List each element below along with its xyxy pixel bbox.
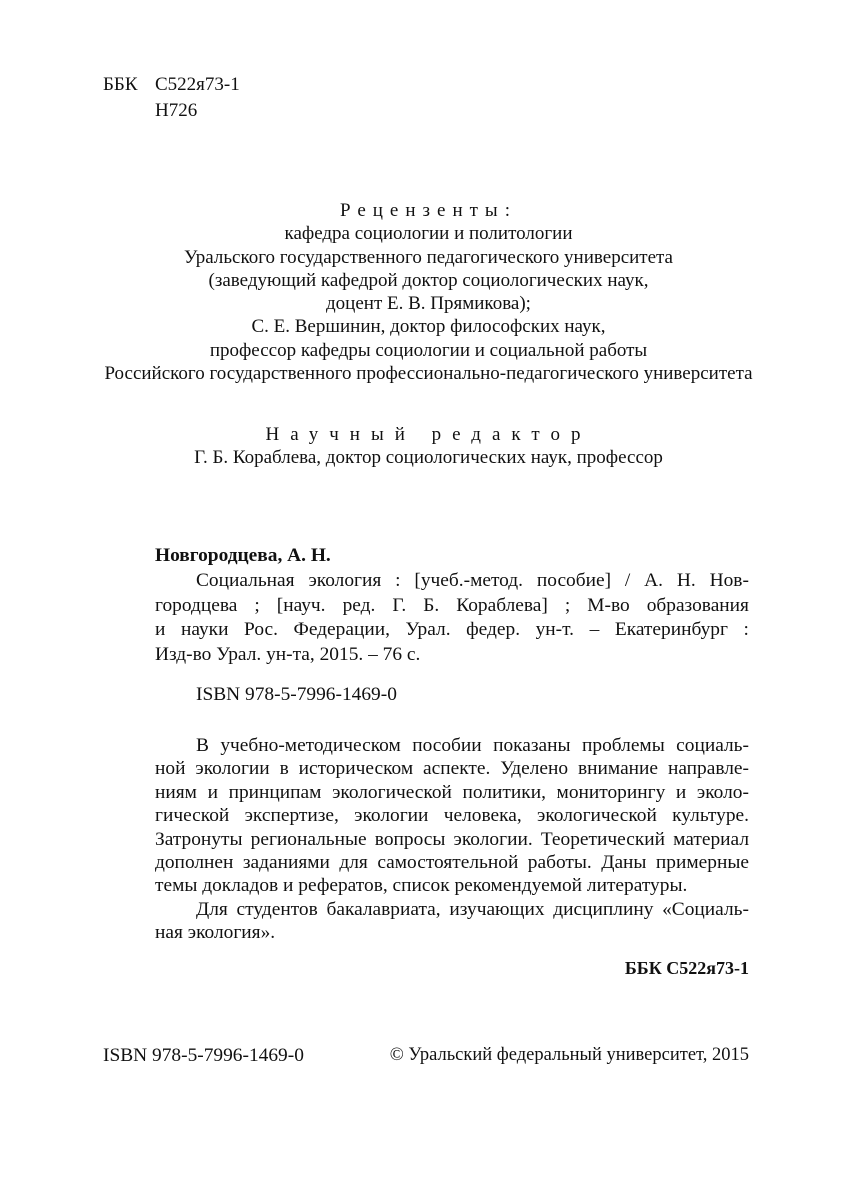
editor-line: Г. Б. Кораблева, доктор социологических наук, профессор	[194, 447, 663, 469]
catalog-description-line: и науки Рос. Федерации, Урал. федер. ун-т. – Екатеринбург :	[155, 619, 749, 640]
reviewer-line: профессор кафедры социологии и социальной работы	[209, 339, 648, 361]
reviewer-line: Российского государственного профессионально-педагогического университета	[104, 363, 753, 385]
abstract-line: темы докладов и рефератов, список рекомендуемой литературы.	[155, 875, 688, 897]
catalog-description-line: городцева ; [науч. ред. Г. Б. Кораблева] ; М-во образования	[155, 594, 749, 616]
catalog-description-line: Социальная экология : [учеб.-метод. пособие] / А. Н. Нов-	[196, 570, 749, 591]
bbk-label: ББК	[103, 74, 138, 95]
reviewers-block	[0, 199, 857, 385]
author-sign: Н726	[155, 100, 198, 121]
reviewers-heading: Рецензенты:	[340, 200, 517, 221]
abstract-line: В учебно-методическом пособии показаны проблемы социаль-	[196, 735, 749, 756]
abstract-line: дополнен заданиями для самостоятельной работы. Даны примерные	[155, 852, 749, 874]
catalog-description-line: Изд-во Урал. ун-та, 2015. – 76 с.	[155, 643, 421, 665]
editor-heading: Научный редактор	[265, 424, 592, 445]
abstract-line: Для студентов бакалавриата, изучающих дисциплину «Социаль-	[196, 898, 749, 920]
scientific-editor-block	[0, 423, 857, 470]
bbk-bottom: ББК С522я73-1	[624, 958, 749, 978]
reviewer-line: С. Е. Вершинин, доктор философских наук,	[251, 316, 606, 338]
catalog-description	[155, 569, 749, 667]
reviewer-line: (заведующий кафедрой доктор социологических наук,	[208, 269, 649, 291]
bbk-code: С522я73-1	[155, 74, 240, 95]
copyright-notice: © Уральский федеральный университет, 2015	[389, 1045, 749, 1065]
abstract-line: ниям и принципам экологической политики, мониторингу и эколо-	[155, 781, 749, 803]
catalog-author: Новгородцева, А. Н.	[155, 545, 331, 566]
abstract-line: гической экспертизе, экологии человека, экологической культуре.	[155, 805, 749, 827]
abstract-line: ной экологии в историческом аспекте. Уделено внимание направле-	[155, 758, 749, 780]
abstract	[155, 734, 749, 945]
footer-isbn: ISBN 978-5-7996-1469-0	[103, 1045, 304, 1066]
reviewer-line: доцент Е. В. Прямикова);	[326, 293, 531, 315]
abstract-line: Затронуты региональные вопросы экологии. Теоретический материал	[155, 828, 749, 850]
reviewer-line: Уральского государственного педагогического университета	[183, 246, 673, 268]
bbk-classification	[103, 72, 240, 124]
abstract-line: ная экология».	[155, 922, 276, 944]
reviewer-line: кафедра социологии и политологии	[284, 223, 573, 245]
catalog-isbn: ISBN 978-5-7996-1469-0	[196, 684, 397, 705]
